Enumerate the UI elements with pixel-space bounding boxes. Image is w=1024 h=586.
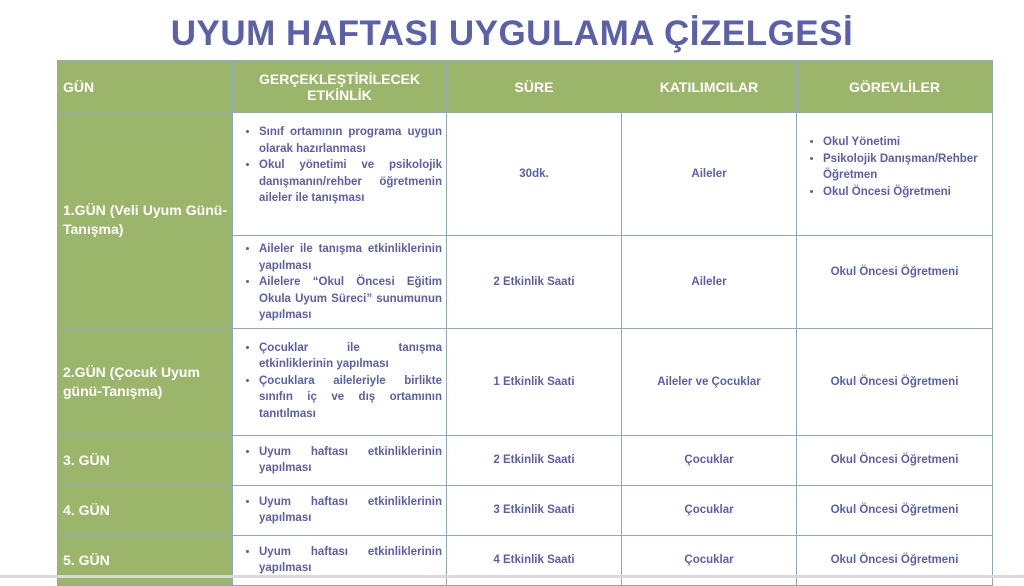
header-activity: GERÇEKLEŞTİRİLECEK ETKİNLİK bbox=[233, 61, 447, 113]
day-cell: 4. GÜN bbox=[58, 485, 233, 535]
list-item: • Okul yönetimi ve psikolojik danışmanın/rehber öğretmenin aileler ile tanışması bbox=[259, 157, 442, 207]
page-title: UYUM HAFTASI UYGULAMA ÇİZELGESİ bbox=[170, 14, 854, 53]
activity-list bbox=[237, 544, 442, 577]
list-item: • Çocuklar ile tanışma etkinliklerinin yapılması bbox=[259, 340, 442, 373]
roles-list bbox=[801, 134, 988, 200]
activity-list bbox=[237, 124, 442, 207]
list-item: • Aileler ile tanışma etkinliklerinin yapılması bbox=[259, 241, 442, 274]
duration-cell: 3 Etkinlik Saati bbox=[447, 485, 622, 535]
participants-cell: Aileler bbox=[622, 113, 797, 236]
day-cell: 5. GÜN bbox=[58, 535, 233, 585]
duration-cell: 1 Etkinlik Saati bbox=[447, 328, 622, 435]
roles-cell: Okul Öncesi Öğretmeni bbox=[797, 485, 993, 535]
day-cell: 1.GÜN (Veli Uyum Günü-Tanışma) bbox=[58, 113, 233, 329]
table-row bbox=[58, 113, 993, 236]
roles-cell: Okul Öncesi Öğretmeni bbox=[797, 328, 993, 435]
participants-cell: Çocuklar bbox=[622, 535, 797, 585]
duration-cell: 2 Etkinlik Saati bbox=[447, 236, 622, 329]
list-item: • Çocuklara aileleriyle birlikte sınıfın iç ve dış ortamının tanıtılması bbox=[259, 373, 442, 423]
participants-cell: Çocuklar bbox=[622, 435, 797, 485]
header-participants: KATILIMCILAR bbox=[622, 61, 797, 113]
activity-cell bbox=[233, 328, 447, 435]
list-item: • Psikolojik Danışman/Rehber Öğretmen bbox=[823, 151, 988, 184]
activity-list bbox=[237, 340, 442, 423]
roles-cell: Okul Öncesi Öğretmeni bbox=[797, 435, 993, 485]
participants-cell: Çocuklar bbox=[622, 485, 797, 535]
activity-cell bbox=[233, 435, 447, 485]
roles-cell: Okul Öncesi Öğretmeni bbox=[797, 535, 993, 585]
list-item: • Uyum haftası etkinliklerinin yapılması bbox=[259, 544, 442, 577]
activity-list bbox=[237, 241, 442, 324]
table-row bbox=[58, 328, 993, 435]
activity-cell bbox=[233, 113, 447, 236]
activity-cell bbox=[233, 485, 447, 535]
header-duration: SÜRE bbox=[447, 61, 622, 113]
participants-cell: Aileler bbox=[622, 236, 797, 329]
table-row bbox=[58, 485, 993, 535]
header-row bbox=[58, 61, 993, 113]
roles-cell bbox=[797, 113, 993, 236]
participants-cell: Aileler ve Çocuklar bbox=[622, 328, 797, 435]
list-item: • Ailelere “Okul Öncesi Eğitim Okula Uyum Süreci” sunumunun yapılması bbox=[259, 274, 442, 324]
duration-cell: 2 Etkinlik Saati bbox=[447, 435, 622, 485]
duration-cell: 4 Etkinlik Saati bbox=[447, 535, 622, 585]
activity-list bbox=[237, 494, 442, 527]
header-roles: GÖREVLİLER bbox=[797, 61, 993, 113]
schedule-table bbox=[57, 60, 993, 586]
list-item: • Uyum haftası etkinliklerinin yapılması bbox=[259, 444, 442, 477]
header-day: GÜN bbox=[58, 61, 233, 113]
list-item: • Uyum haftası etkinliklerinin yapılması bbox=[259, 494, 442, 527]
table-row bbox=[58, 435, 993, 485]
activity-list bbox=[237, 444, 442, 477]
list-item: • Sınıf ortamının programa uygun olarak hazırlanması bbox=[259, 124, 442, 157]
duration-cell: 30dk. bbox=[447, 113, 622, 236]
activity-cell bbox=[233, 236, 447, 329]
roles-cell: Okul Öncesi Öğretmeni bbox=[797, 236, 993, 329]
day-cell: 3. GÜN bbox=[58, 435, 233, 485]
day-cell: 2.GÜN (Çocuk Uyum günü-Tanışma) bbox=[58, 328, 233, 435]
list-item: • Okul Yönetimi bbox=[823, 134, 988, 151]
list-item: • Okul Öncesi Öğretmeni bbox=[823, 184, 988, 201]
